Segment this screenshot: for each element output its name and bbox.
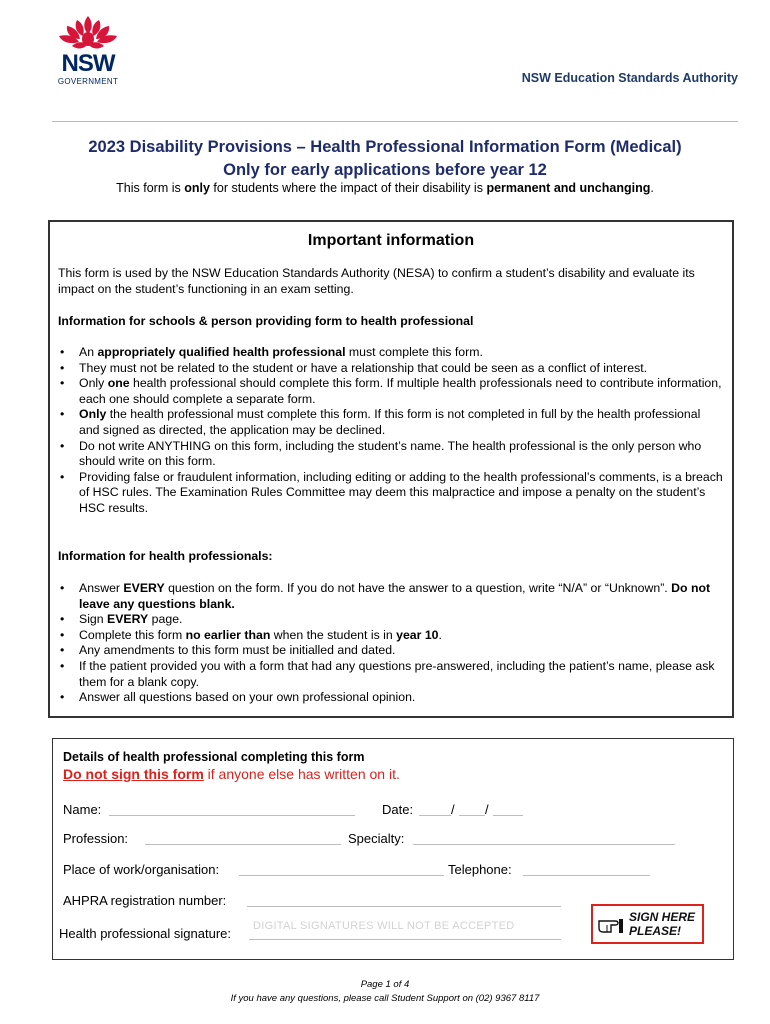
date-separator: / — [451, 802, 455, 817]
specialty-label: Specialty: — [348, 831, 405, 846]
signature-hint: DIGITAL SIGNATURES WILL NOT BE ACCEPTED — [253, 920, 515, 932]
signature-label: Health professional signature: — [59, 926, 231, 941]
profession-label: Profession: — [63, 831, 129, 846]
stamp-text: SIGN HERE PLEASE! — [629, 910, 696, 938]
list-item: • Do not write ANYTHING on this form, including the student’s name. The health professional is the only person who should write on this form. — [58, 439, 723, 470]
profession-field[interactable] — [145, 844, 341, 845]
nsw-government-logo — [52, 14, 124, 90]
signature-field[interactable] — [249, 939, 561, 940]
intro-paragraph: This form is used by the NSW Education Standards Authority (NESA) to confirm a student’s disability and evaluate its impact on the student’s functioning in an exam setting. — [58, 266, 695, 296]
telephone-label: Telephone: — [448, 862, 512, 877]
place-of-work-field[interactable] — [239, 875, 444, 876]
list-item: • Answer EVERY question on the form. If you do not have the answer to a question, write “N/A” or “Unknown”. Do not leave any questions blank. — [58, 581, 723, 612]
list-item: • Complete this form no earlier than when the student is in year 10. — [58, 628, 723, 644]
health-professionals-heading: Information for health professionals: — [58, 549, 273, 563]
signing-warning: Do not sign this form if anyone else has written on it. — [63, 766, 400, 782]
ahpra-label: AHPRA registration number: — [63, 893, 227, 908]
form-scope-note: This form is only for students where the impact of their disability is permanent and unchanging. — [116, 181, 654, 195]
date-day-field[interactable] — [419, 815, 451, 816]
list-item: • An appropriately qualified health professional must complete this form. — [58, 345, 723, 361]
header-divider — [52, 121, 738, 122]
form-title: 2023 Disability Provisions – Health Professional Information Form (Medical) — [88, 138, 682, 156]
logo-wordmark: NSW — [61, 50, 115, 77]
list-item: • They must not be related to the student or have a relationship that could be seen as a conflict of interest. — [58, 361, 723, 377]
important-information-box — [48, 220, 734, 718]
schools-heading: Information for schools & person providing form to health professional — [58, 314, 474, 328]
logo-government: GOVERNMENT — [57, 77, 119, 86]
list-item: • Providing false or fraudulent information, including editing or adding to the health professional’s comments, is a breach of HSC rules. The Examination Rules Committee may deem this malpractice and impose a penalty on the student’s HSC results. — [58, 470, 723, 517]
support-contact: If you have any questions, please call Student Support on (02) 9367 8117 — [230, 993, 540, 1004]
specialty-field[interactable] — [413, 844, 675, 845]
health-professional-details-box — [52, 738, 734, 960]
pointing-hand-icon — [597, 915, 625, 935]
ahpra-field[interactable] — [247, 906, 561, 907]
name-label: Name: — [63, 802, 102, 817]
list-item: • If the patient provided you with a form that had any questions pre-answered, including the patient’s name, please ask them for a blank copy. — [58, 659, 723, 690]
health-professionals-list — [58, 581, 723, 706]
date-year-field[interactable] — [493, 815, 523, 816]
page-number: Page 1 of 4 — [360, 979, 410, 990]
list-item: • Answer all questions based on your own professional opinion. — [58, 690, 723, 706]
form-subtitle: Only for early applications before year 12 — [223, 161, 547, 179]
waratah-logo-icon — [52, 14, 124, 54]
details-heading: Details of health professional completing this form — [63, 750, 365, 764]
important-heading: Important information — [307, 232, 475, 249]
date-separator: / — [485, 802, 489, 817]
list-item: • Any amendments to this form must be initialled and dated. — [58, 643, 723, 659]
schools-list — [58, 345, 723, 517]
date-month-field[interactable] — [459, 815, 485, 816]
authority-name: NSW Education Standards Authority — [521, 71, 738, 85]
telephone-field[interactable] — [523, 875, 650, 876]
list-item: • Only one health professional should complete this form. If multiple health professionals need to contribute information, each one should complete a separate form. — [58, 376, 723, 407]
sign-here-stamp — [591, 904, 704, 944]
name-field[interactable] — [109, 815, 355, 816]
place-of-work-label: Place of work/organisation: — [63, 862, 220, 877]
list-item: • Sign EVERY page. — [58, 612, 723, 628]
list-item: • Only the health professional must complete this form. If this form is not completed in full by the health professional and signed as directed, the application may be declined. — [58, 407, 723, 438]
date-label: Date: — [382, 802, 414, 817]
